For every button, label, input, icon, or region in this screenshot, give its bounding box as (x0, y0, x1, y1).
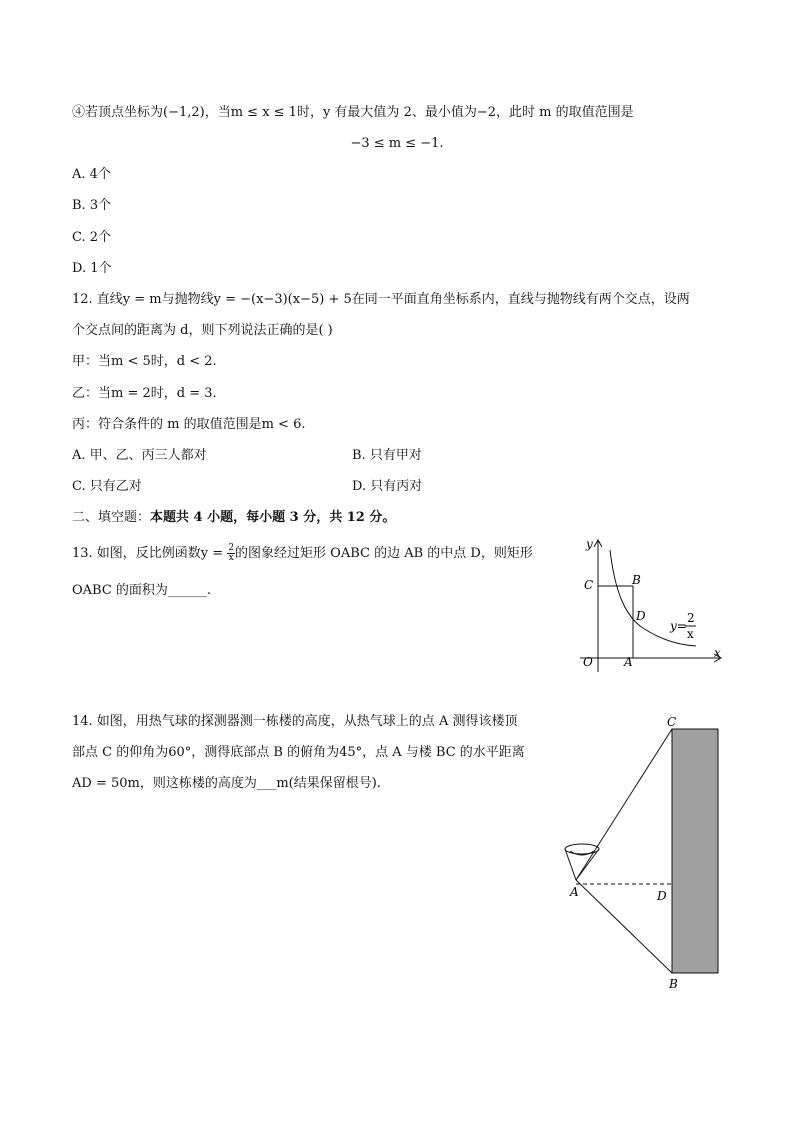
label-b: B (669, 977, 678, 991)
q13-line1-b: 的图象经过矩形 OABC 的边 AB 的中点 D，则矩形 (235, 546, 533, 561)
q13-figure (570, 532, 730, 677)
section2-heading-prefix: 二、填空题： (72, 510, 151, 525)
func-label-denominator: x (687, 627, 694, 641)
q12-option-c: C. 只有乙对 (72, 479, 142, 494)
label-a: A (624, 655, 633, 669)
label-y: y (586, 537, 593, 551)
q12-statement-yi: 乙：当m = 2时，d = 3. (72, 386, 217, 401)
q13-fraction (227, 544, 235, 563)
q11-item4: ④若顶点坐标为(−1,2)，当m ≤ x ≤ 1时，y 有最大值为 2、最小值为−2，此时 m 的取值范围是 (72, 105, 634, 120)
building-rect (672, 729, 718, 973)
q12-stem-line2: 个交点间的距离为 d，则下列说法正确的是( ) (72, 323, 333, 338)
label-a: A (570, 885, 579, 899)
q12-option-a: A. 甲、乙、丙三人都对 (72, 448, 207, 463)
label-c: C (667, 715, 677, 729)
q11-option-d: D. 1个 (72, 261, 112, 276)
func-label-numerator: 2 (687, 611, 695, 625)
q13-line1-a: 13. 如图，反比例函数y = (72, 546, 228, 561)
q12-statement-bing: 丙：符合条件的 m 的取值范围是m < 6. (72, 417, 306, 432)
q13-line2: OABC 的面积为______. (72, 583, 212, 598)
label-o: O (583, 655, 593, 669)
q14-figure (555, 710, 735, 1000)
line-ac (576, 729, 672, 880)
q14-line2: 部点 C 的仰角为60°，测得底部点 B 的俯角为45°，点 A 与楼 BC 的水平距离 (72, 745, 525, 760)
label-d: D (636, 609, 646, 623)
q13-fraction-denominator: x (228, 553, 234, 563)
section2-heading (72, 509, 395, 527)
q13-fraction-numerator: 2 (228, 543, 235, 553)
q12-statement-jia: 甲：当m < 5时，d < 2. (72, 354, 217, 369)
q12-option-d: D. 只有丙对 (352, 479, 423, 494)
label-b: B (632, 573, 641, 587)
q13-line1 (72, 544, 533, 563)
q11-option-c: C. 2个 (72, 230, 112, 245)
q12-option-b: B. 只有甲对 (352, 448, 422, 463)
section2-heading-rest: 本题共 4 小题，每小题 3 分，共 12 分。 (150, 510, 396, 525)
label-d: D (657, 889, 667, 903)
label-c: C (584, 578, 594, 592)
q14-line3: AD = 50m，则这栋楼的高度为___m(结果保留根号). (72, 776, 381, 791)
q11-item4-result: −3 ≤ m ≤ −1. (350, 136, 444, 151)
label-x: x (714, 646, 721, 660)
q11-option-b: B. 3个 (72, 198, 112, 213)
q14-line1: 14. 如图，用热气球的探测器测一栋楼的高度，从热气球上的点 A 测得该楼顶 (72, 714, 518, 729)
q11-option-a: A. 4个 (72, 167, 111, 182)
q12-stem-line1: 12. 直线y = m与抛物线y = −(x−3)(x−5) + 5在同一平面直角坐标系内，直线与抛物线有两个交点，设两 (72, 292, 690, 307)
func-label-prefix: y= (670, 619, 687, 633)
